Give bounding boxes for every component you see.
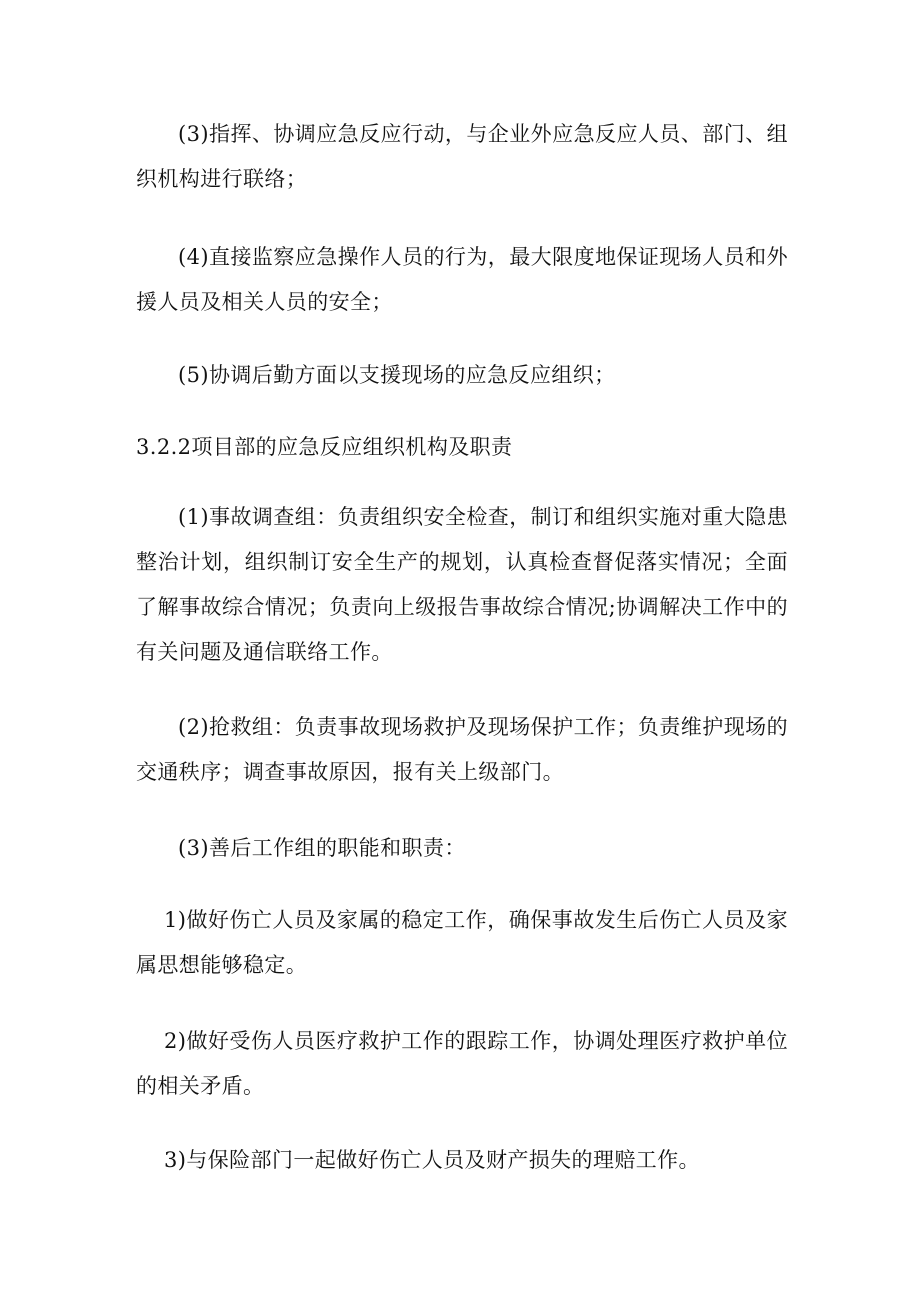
section-heading-3-2-2: 3.2.2项目部的应急反应组织机构及职责: [136, 435, 513, 459]
paragraph-rescue-team: (2)抢救组：负责事故现场救护及现场保护工作；负责维护现场的交通秩序；调查事故原因，报有关上级部门。: [136, 715, 788, 784]
list-item-medical-followup: 2)做好受伤人员医疗救护工作的跟踪工作，协调处理医疗救护单位的相关矛盾。: [136, 1029, 788, 1098]
paragraph-logistics: (5)协调后勤方面以支援现场的应急反应组织；: [178, 363, 616, 387]
paragraph-supervise-operators: (4)直接监察应急操作人员的行为，最大限度地保证现场人员和外援人员及相关人员的安全；: [136, 245, 788, 314]
paragraph-command-coordination: (3)指挥、协调应急反应行动，与企业外应急反应人员、部门、组织机构进行联络；: [136, 122, 788, 191]
paragraph-aftermath-team: (3)善后工作组的职能和职责：: [178, 836, 466, 860]
paragraph-investigation-team: (1)事故调查组：负责组织安全检查，制订和组织实施对重大隐患整治计划，组织制订安全生产的规划，认真检查督促落实情况；全面了解事故综合情况；负责向上级报告事故综合情况;协调解决工作中的有关问题及通信联络工作。: [136, 505, 788, 664]
list-item-insurance-claims: 3)与保险部门一起做好伤亡人员及财产损失的理赔工作。: [164, 1148, 700, 1172]
list-item-family-stability: 1)做好伤亡人员及家属的稳定工作，确保事故发生后伤亡人员及家属思想能够稳定。: [136, 908, 788, 977]
